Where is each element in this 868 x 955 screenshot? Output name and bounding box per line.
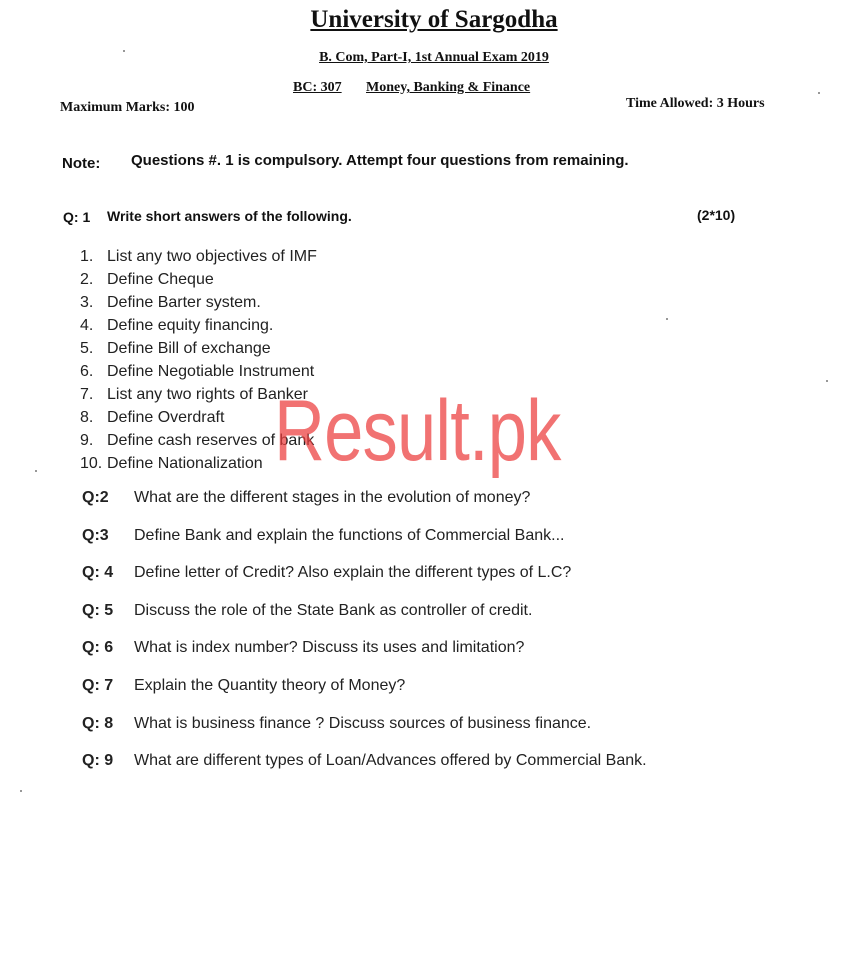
exam-title: B. Com, Part-I, 1st Annual Exam 2019 <box>319 50 549 65</box>
question-item <box>82 524 647 562</box>
item-number: 9. <box>80 432 94 449</box>
list-item <box>80 360 317 383</box>
course-name: Money, Banking & Finance <box>366 80 531 95</box>
list-item <box>80 337 317 360</box>
question-text: What are different types of Loan/Advances offered by Commercial Bank. <box>134 752 647 770</box>
q1-label: Q: 1 <box>63 209 91 225</box>
question-label: Q: 5 <box>82 601 114 619</box>
list-item <box>80 314 317 337</box>
question-item <box>82 636 647 674</box>
scan-speck <box>35 470 37 472</box>
list-item <box>80 291 317 314</box>
long-questions-list <box>82 486 647 787</box>
list-item <box>80 268 317 291</box>
scan-speck <box>666 318 668 320</box>
question-text: What is business finance ? Discuss sources of business finance. <box>134 714 592 732</box>
question-item <box>82 486 647 524</box>
watermark-logo: Result.pk <box>274 383 561 479</box>
item-text: Define Negotiable Instrument <box>107 363 315 380</box>
scan-speck <box>818 92 820 94</box>
university-title: University of Sargodha <box>310 6 558 33</box>
item-number: 4. <box>80 317 94 334</box>
note-label: Note: <box>62 155 101 172</box>
question-label: Q:2 <box>82 489 109 506</box>
item-number: 5. <box>80 340 94 357</box>
question-label: Q: 7 <box>82 676 114 694</box>
q1-text: Write short answers of the following. <box>107 208 352 224</box>
item-number: 2. <box>80 271 94 288</box>
course-code: BC: 307 <box>293 80 342 95</box>
question-text: Explain the Quantity theory of Money? <box>134 676 406 694</box>
question-item <box>82 749 647 787</box>
question-item <box>82 599 647 637</box>
item-number: 3. <box>80 294 94 311</box>
item-number: 1. <box>80 248 94 265</box>
item-number: 10. <box>80 455 103 472</box>
question-label: Q:3 <box>82 526 109 544</box>
note-text: Questions #. 1 is compulsory. Attempt four questions from remaining. <box>131 152 629 169</box>
list-item <box>80 245 317 268</box>
question-text: Define letter of Credit? Also explain the different types of L.C? <box>134 564 572 582</box>
question-label: Q: 9 <box>82 752 114 770</box>
q1-marks: (2*10) <box>697 207 736 223</box>
maximum-marks: Maximum Marks: 100 <box>60 100 195 115</box>
item-number: 8. <box>80 409 94 426</box>
time-allowed: Time Allowed: 3 Hours <box>626 96 765 111</box>
question-label: Q: 6 <box>82 639 114 657</box>
question-text: What is index number? Discuss its uses and limitation? <box>134 639 525 657</box>
scan-speck <box>826 380 828 382</box>
item-text: Define Barter system. <box>107 294 261 311</box>
scan-speck <box>20 790 22 792</box>
question-item <box>82 674 647 712</box>
question-text: Discuss the role of the State Bank as controller of credit. <box>134 601 533 619</box>
item-text: Define Nationalization <box>107 455 263 472</box>
question-label: Q: 4 <box>82 564 114 582</box>
item-text: Define equity financing. <box>107 317 274 334</box>
item-text: Define cash reserves of bank <box>107 432 315 449</box>
question-item <box>82 712 647 750</box>
item-text: Define Bill of exchange <box>107 340 271 357</box>
question-item <box>82 561 647 599</box>
scan-speck <box>123 50 125 52</box>
item-number: 7. <box>80 386 94 403</box>
item-text: Define Cheque <box>107 271 214 288</box>
question-text: Define Bank and explain the functions of Commercial Bank... <box>134 526 565 544</box>
item-text: List any two objectives of IMF <box>107 248 317 265</box>
item-text: List any two rights of Banker <box>107 386 308 403</box>
item-number: 6. <box>80 363 94 380</box>
question-label: Q: 8 <box>82 714 114 732</box>
item-text: Define Overdraft <box>107 409 225 426</box>
question-text: What are the different stages in the evolution of money? <box>134 489 531 506</box>
